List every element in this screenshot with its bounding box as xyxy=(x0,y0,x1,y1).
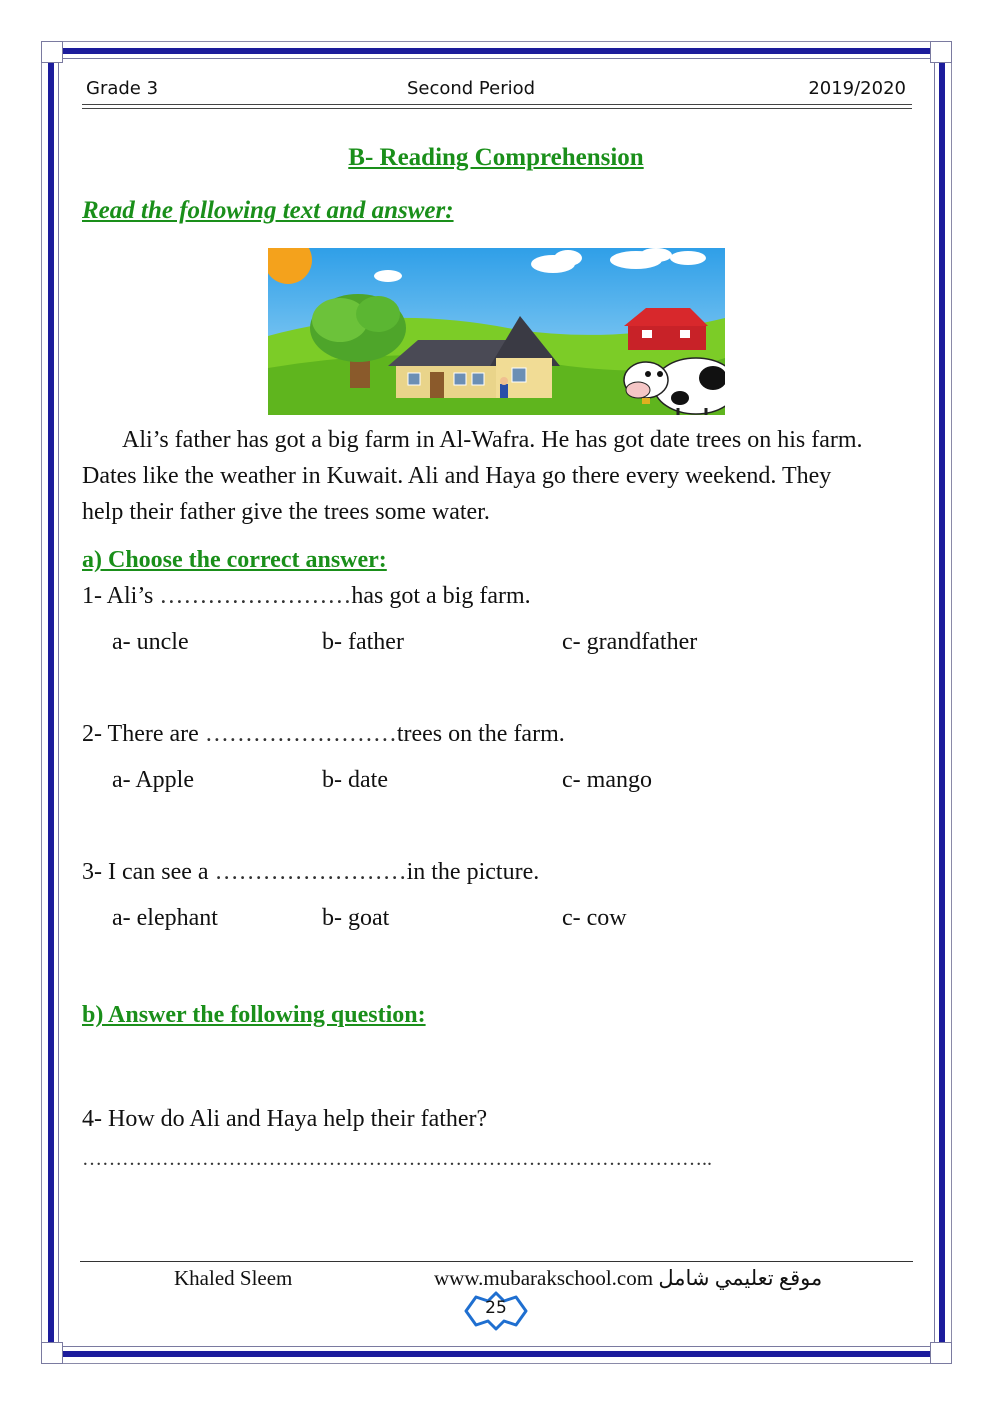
q1-option-b[interactable]: b- father xyxy=(322,629,404,655)
page-number: 25 xyxy=(485,1298,507,1318)
q2-option-b[interactable]: b- date xyxy=(322,767,388,793)
q3-option-a[interactable]: a- elephant xyxy=(112,905,218,931)
header-grade: Grade 3 xyxy=(86,78,159,99)
passage-text: Ali’s father has got a big farm in Al-Wafra. He has got date trees on his farm. Dates like the weather in Kuwait. Ali and Haya go there every weekend. They help their father give the trees some water. xyxy=(82,427,863,525)
header-period: Second Period xyxy=(406,78,536,99)
border-corner-top-right xyxy=(930,41,952,63)
header-rule-thin xyxy=(82,108,912,109)
footer-author: Khaled Sleem xyxy=(174,1266,293,1290)
question-3: 3- I can see a ……………………in the picture. xyxy=(82,859,540,885)
q2-option-a[interactable]: a- Apple xyxy=(112,767,194,793)
farm-picture xyxy=(268,248,725,415)
instruction: Read the following text and answer: xyxy=(82,197,454,224)
q1-option-a[interactable]: a- uncle xyxy=(112,629,189,655)
answer-blank[interactable]: …………………… xyxy=(214,859,407,885)
part-b-heading: b) Answer the following question: xyxy=(82,1002,426,1028)
border-corner-bottom-right xyxy=(930,1342,952,1364)
part-a-heading: a) Choose the correct answer: xyxy=(82,547,387,573)
q2-option-c[interactable]: c- mango xyxy=(562,767,652,793)
border-corner-top-left xyxy=(41,41,63,63)
question-4: 4- How do Ali and Haya help their father? xyxy=(82,1106,488,1132)
answer-blank[interactable]: …………………… xyxy=(204,721,397,747)
footer-website[interactable]: www.mubarakschool.com موقع تعليمي شامل xyxy=(434,1266,823,1290)
reading-passage xyxy=(82,422,872,530)
question-1: 1- Ali’s ……………………has got a big farm. xyxy=(82,583,531,609)
header-rule xyxy=(82,104,912,105)
question-2: 2- There are ……………………trees on the farm. xyxy=(82,721,565,747)
border-corner-bottom-left xyxy=(41,1342,63,1364)
header-year: 2019/2020 xyxy=(808,78,906,99)
q1-option-c[interactable]: c- grandfather xyxy=(562,629,698,655)
q3-option-b[interactable]: b- goat xyxy=(322,905,390,931)
footer-rule xyxy=(80,1261,913,1262)
section-title: B- Reading Comprehension xyxy=(348,144,644,171)
answer-line[interactable]: ………………………………………………………………………………….. xyxy=(82,1148,712,1170)
answer-blank[interactable]: …………………… xyxy=(159,583,352,609)
q3-option-c[interactable]: c- cow xyxy=(562,905,627,931)
